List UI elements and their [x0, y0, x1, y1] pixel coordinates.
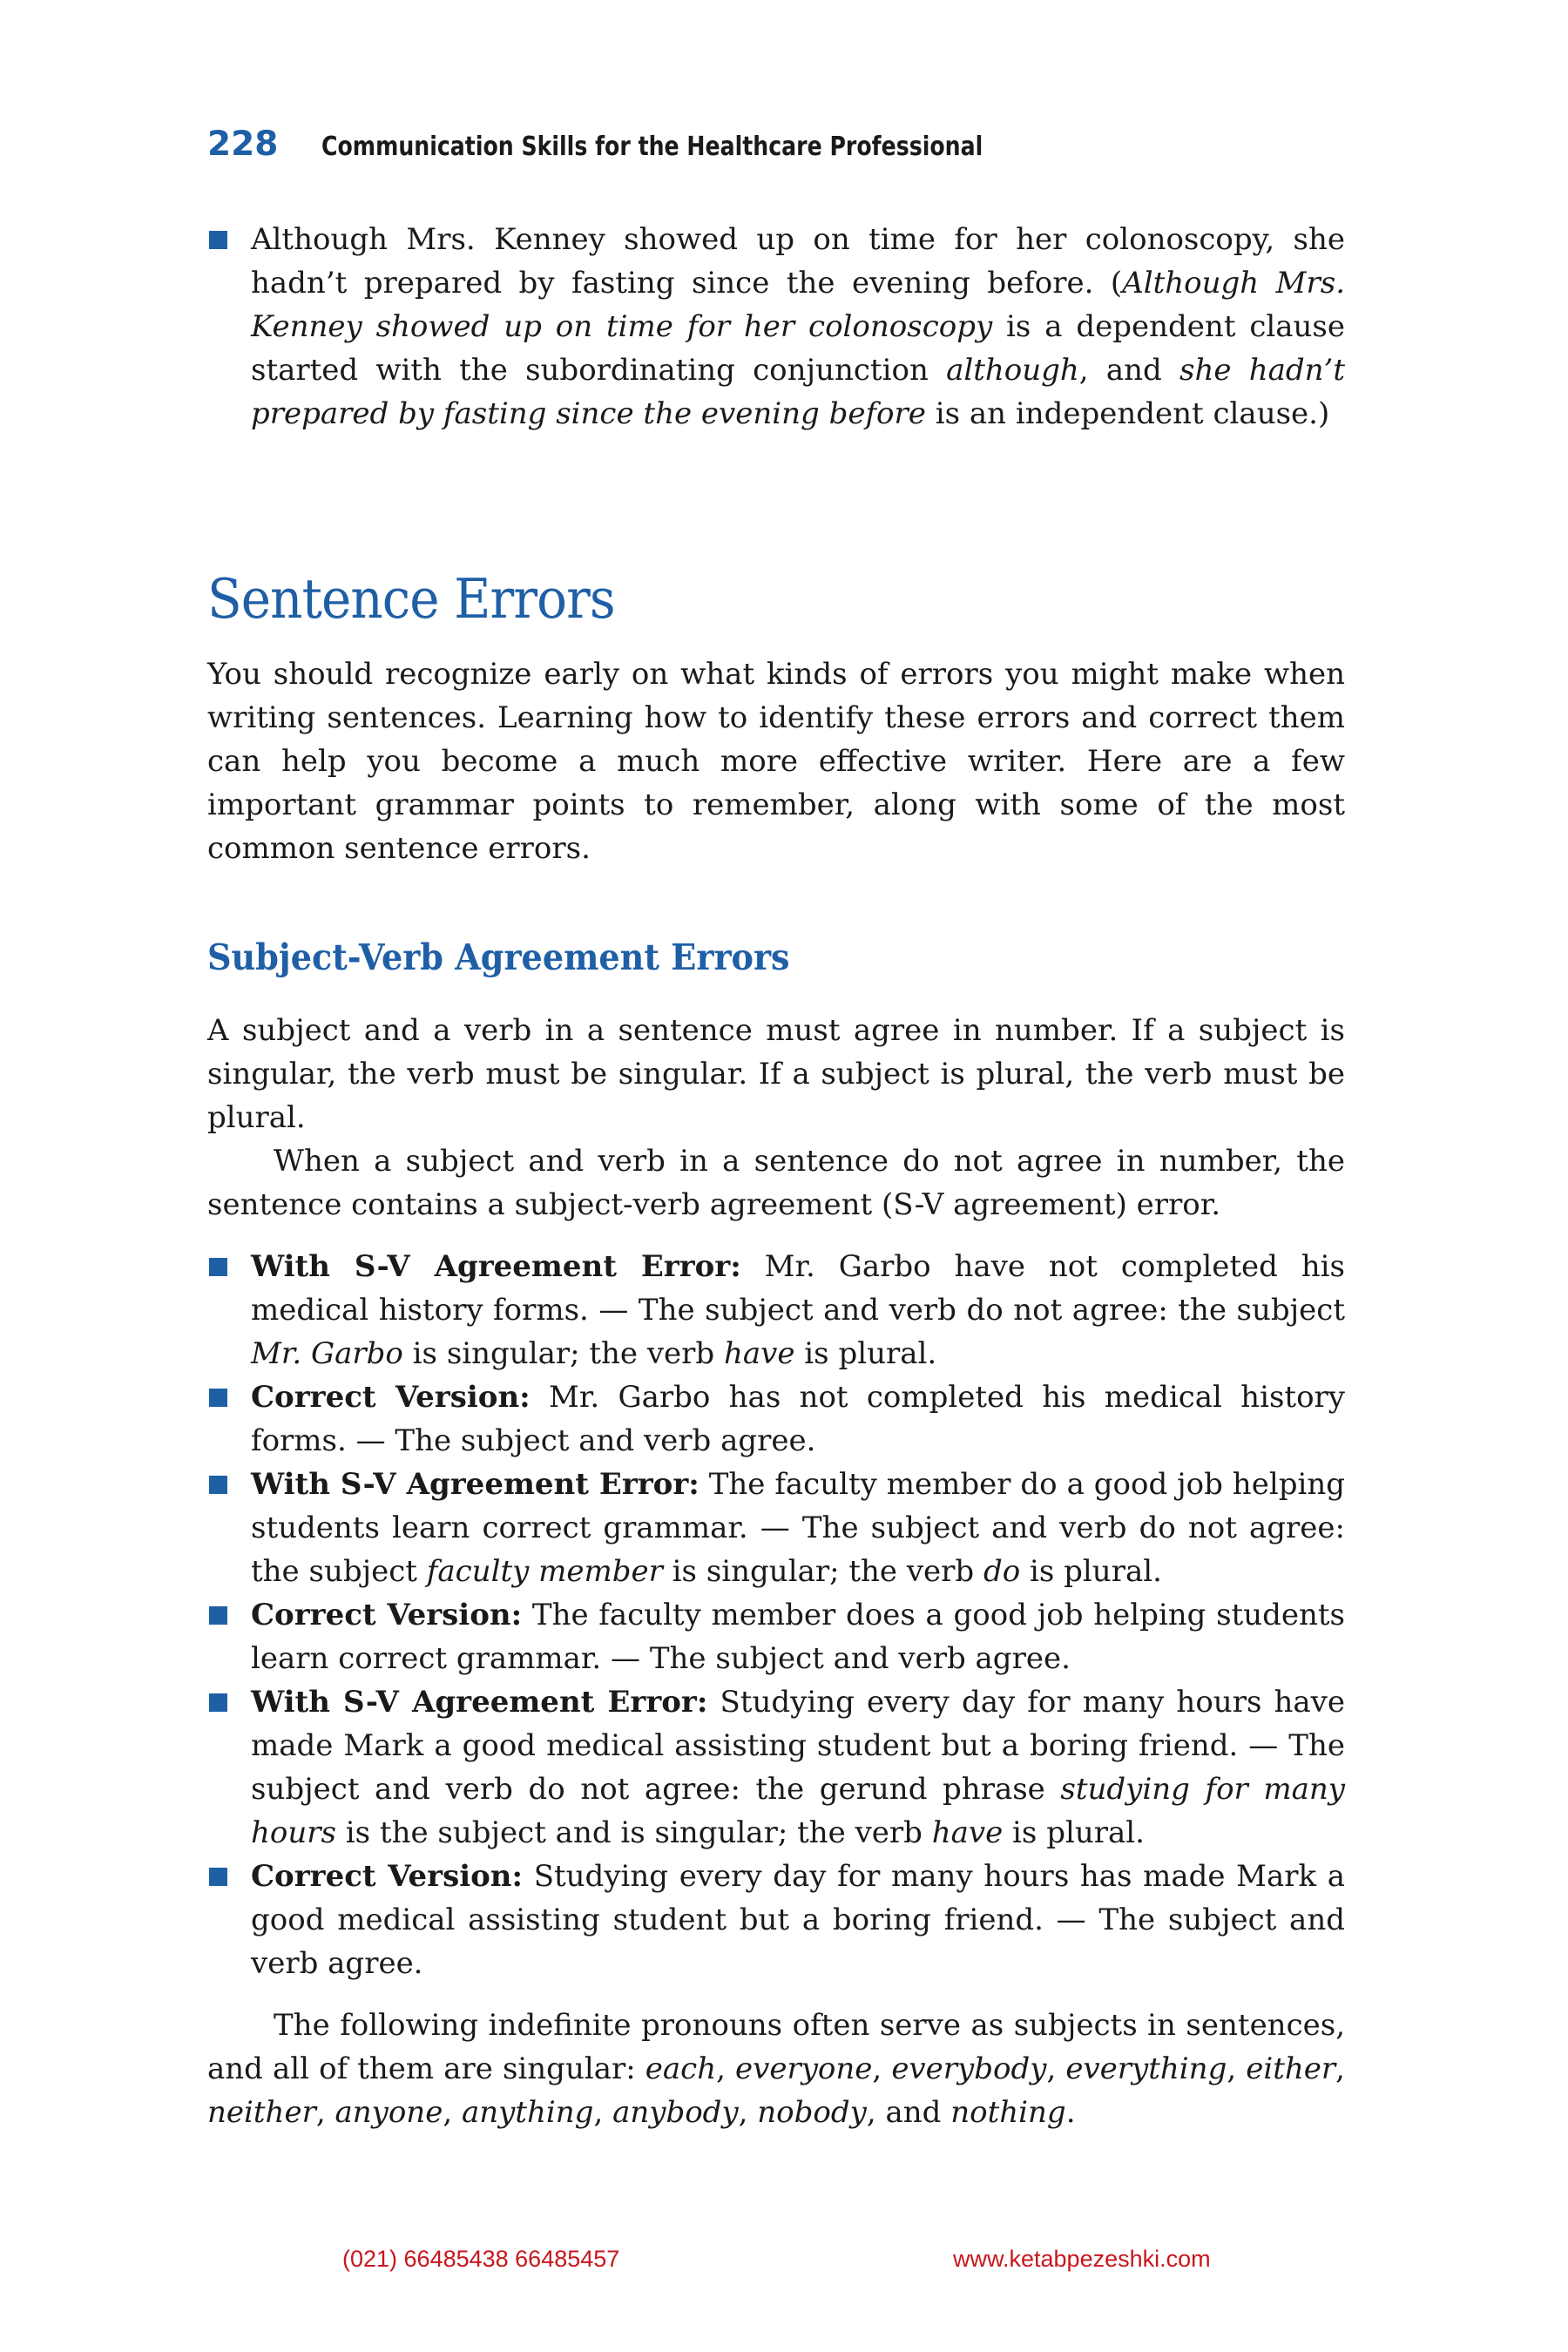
- bullet-text: [251, 1855, 1345, 1985]
- text-run: The faculty member does a good job helping students learn correct grammar. — The subject and verb agree.: [251, 1598, 1346, 1676]
- text-run: Studying every day for many hours have made Mark a good medical assisting student but a boring friend. — The subject and verb do not agree: the gerund phrase: [251, 1685, 1346, 1807]
- italic-term: have: [724, 1336, 795, 1371]
- text-run: is the subject and is singular; the verb: [335, 1815, 932, 1850]
- text-run: ,: [738, 2095, 758, 2130]
- bullet-square-icon: [209, 1868, 227, 1886]
- bullet-text: [251, 1245, 1345, 1375]
- text-run: ,: [1335, 2051, 1345, 2086]
- closing-paragraph: [207, 2004, 1345, 2134]
- text-run: Mr. Garbo have not completed his medical history forms. — The subject and verb do not agree: the subject: [251, 1249, 1345, 1328]
- footer-url: www.ketabpezeshki.com: [953, 2246, 1211, 2272]
- bullet-item: [207, 1375, 1345, 1463]
- text-run: Although Mrs. Kenney showed up on time for her colonoscopy, she hadn’t prepared by fasting since the evening before. (: [251, 222, 1345, 301]
- text-run: is plural.: [794, 1336, 937, 1371]
- text-run: The faculty member do a good job helping students learn correct grammar. — The subject and verb do not agree: the subject: [251, 1467, 1345, 1589]
- italic-term: do: [983, 1554, 1021, 1589]
- italic-term: Mr. Garbo: [251, 1336, 403, 1371]
- bold-term: Correct Version:: [251, 1380, 531, 1415]
- text-run: is a dependent clause started with the subordinating conjunction: [251, 309, 1345, 388]
- italic-term: everyone: [735, 2051, 873, 2086]
- bullet-text: [251, 1375, 1345, 1463]
- bullet-square-icon: [209, 231, 227, 249]
- text-run: is singular; the verb: [402, 1336, 724, 1371]
- italic-term: anything: [461, 2095, 594, 2130]
- subsection-body: [207, 1009, 1345, 2134]
- text-run: Mr. Garbo has not completed his medical history forms. — The subject and verb agree.: [251, 1380, 1345, 1458]
- text-run: , and: [1078, 353, 1179, 388]
- examples-list: [207, 1245, 1345, 1985]
- section-intro-paragraph: You should recognize early on what kinds of errors you might make when writing sentences. Learning how to identify these errors and correct them can help you become a much more effective writer. Here are a few important grammar points to remember, along with some of the most common sentence errors.: [207, 657, 1345, 866]
- bold-term: Correct Version:: [251, 1598, 523, 1632]
- bullet-item: [207, 1680, 1345, 1855]
- italic-term: studying for many hours: [251, 1772, 1345, 1850]
- bullet-square-icon: [209, 1606, 227, 1625]
- italic-term: Although Mrs. Kenney showed up on time for her colonoscopy: [251, 266, 1345, 344]
- section-intro-block: [207, 652, 1345, 870]
- italic-term: anybody: [612, 2095, 739, 2130]
- subsection-heading: Subject-Verb Agreement Errors: [207, 936, 790, 978]
- text-run: ,: [716, 2051, 736, 2086]
- top-bullet-block: [207, 218, 1345, 436]
- text-run: is plural.: [1003, 1815, 1145, 1850]
- text-run: ,: [443, 2095, 462, 2130]
- bullet-item: [207, 1593, 1345, 1680]
- bold-term: With S-V Agreement Error:: [251, 1685, 708, 1720]
- text-run: The following indefinite pronouns often serve as subjects in sentences, and all of them are singular:: [207, 2008, 1345, 2086]
- bullet-item: [207, 1855, 1345, 1985]
- text-run: .: [1065, 2095, 1076, 2130]
- running-head: [207, 125, 1108, 168]
- italic-term: neither: [207, 2095, 316, 2130]
- italic-term: nothing: [950, 2095, 1066, 2130]
- page-footer: [0, 2246, 1568, 2281]
- bullet-text: [251, 1593, 1345, 1680]
- bullet-item: [207, 218, 1345, 436]
- italic-term: although: [946, 353, 1079, 388]
- italic-term: nobody: [757, 2095, 867, 2130]
- bold-term: With S-V Agreement Error:: [251, 1467, 700, 1502]
- subsection-paragraph-1: A subject and a verb in a sentence must agree in number. If a subject is singular, the verb must be singular. If a subject is plural, the verb must be plural.: [207, 1013, 1345, 1135]
- text-run: ,: [872, 2051, 892, 2086]
- footer-phone: (021) 66485438 66485457: [342, 2246, 620, 2272]
- text-run: , and: [866, 2095, 951, 2130]
- bullet-item: [207, 1463, 1345, 1593]
- section-heading: Sentence Errors: [207, 567, 615, 631]
- book-title: Communication Skills for the Healthcare Professional: [321, 132, 983, 162]
- italic-term: everything: [1065, 2051, 1227, 2086]
- italic-term: she hadn’t prepared by fasting since the evening before: [251, 353, 1345, 431]
- bullet-text: [251, 218, 1345, 436]
- italic-term: anyone: [335, 2095, 443, 2130]
- subsection-paragraph-2: When a subject and verb in a sentence do not agree in number, the sentence contains a subject-verb agreement (S-V agreement) error.: [207, 1144, 1345, 1222]
- bullet-text: [251, 1463, 1345, 1593]
- text-run: is singular; the verb: [662, 1554, 983, 1589]
- text-run: ,: [593, 2095, 613, 2130]
- bullet-square-icon: [209, 1389, 227, 1407]
- bullet-square-icon: [209, 1476, 227, 1494]
- italic-term: everybody: [891, 2051, 1047, 2086]
- bullet-text: [251, 1680, 1345, 1855]
- bold-term: Correct Version:: [251, 1859, 524, 1894]
- bold-term: With S-V Agreement Error:: [251, 1249, 741, 1284]
- top-bullet-list: [207, 218, 1345, 436]
- bullet-square-icon: [209, 1258, 227, 1276]
- bullet-item: [207, 1245, 1345, 1375]
- page-number: 228: [207, 125, 279, 164]
- text-run: is plural.: [1020, 1554, 1162, 1589]
- text-run: ,: [315, 2095, 335, 2130]
- italic-term: either: [1246, 2051, 1336, 2086]
- italic-term: have: [931, 1815, 1004, 1850]
- italic-term: faculty member: [426, 1554, 663, 1589]
- text-run: ,: [1046, 2051, 1066, 2086]
- text-run: is an independent clause.): [925, 396, 1330, 431]
- text-run: ,: [1227, 2051, 1247, 2086]
- text-run: Studying every day for many hours has made Mark a good medical assisting student but a boring friend. — The subject and verb agree.: [251, 1859, 1346, 1981]
- italic-term: each: [645, 2051, 717, 2086]
- bullet-square-icon: [209, 1693, 227, 1712]
